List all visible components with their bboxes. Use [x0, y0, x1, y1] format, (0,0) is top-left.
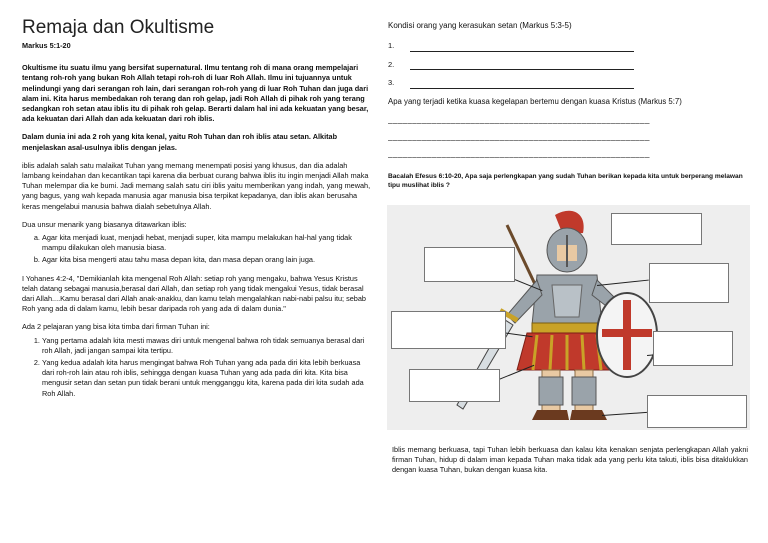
left-column — [22, 18, 374, 407]
lessons-intro: Ada 2 pelajaran yang bisa kita timba dari firman Tuhan ini: — [22, 322, 210, 332]
satan-origin-paragraph: iblis adalah salah satu malaikat Tuhan yang memang menempati posisi yang khusus, dan dia adalah lambang keindahan dan kecantikan tapi karena dia berbuat curang bahwa iblis itu ingin menjadi Allah maka Tuhan melempar dia ke bumi. Jadi memang salah satu ciri iblis yaitu memberikan yang indah, yang mewah, yang bagus, yang wah kepada manusia agar manusia bisa terpikat kepadanya, dan iblis akan berusaha keras mengelabui manusia bahwa dialah sebetulnya Allah. — [22, 160, 371, 211]
label-box[interactable] — [391, 311, 506, 349]
armor-of-god-illustration — [387, 205, 750, 430]
offers-list — [22, 233, 374, 266]
lessons-list — [22, 336, 374, 399]
label-box[interactable] — [409, 369, 500, 402]
offers-intro: Dua unsur menarik yang biasanya ditawarkan iblis: — [22, 219, 187, 229]
label-box[interactable] — [653, 331, 733, 366]
question-possessed: Kondisi orang yang kerasukan setan (Markus 5:3-5) — [388, 21, 572, 30]
two-spirits-paragraph: Dalam dunia ini ada 2 roh yang kita kenal, yaitu Roh Tuhan dan roh iblis atau setan. Alkitab menjelaskan asal-usulnya iblis dengan jelas. — [22, 132, 338, 152]
answer-line-3[interactable] — [388, 78, 748, 89]
label-box[interactable] — [647, 395, 747, 428]
list-item: 1. Yang pertama adalah kita mesti mawas diri untuk mengenal bahwa roh tidak semuanya berasal dari roh Allah, jadi jangan sampai kita tertipu. — [42, 336, 374, 356]
intro-paragraph: Okultisme itu suatu ilmu yang bersifat supernatural. Ilmu tentang roh di mana orang mempelajari tentang roh-roh yang bukan Roh Allah tetapi roh-roh di luar Roh Allah. Ilmu ini tujuannya untuk melindungi yang dari serangan roh lain, dari serangan roh-roh yang di luar Roh Tuhan dan juga dari alam ini. Kita harus membedakan roh terang dan roh gelap, jadi Roh Allah di pihak roh yang terang sedangkan roh setan atau iblis itu di pihak roh gelap. Berarti dalam hal ini ada kekuatan yang besar, ada kekuatan dari Allah dan ada kekuatan dari roh iblis. — [22, 63, 369, 124]
question-darkness: Apa yang terjadi ketika kuasa kegelapan bertemu dengan kuasa Kristus (Markus 5:7) — [388, 96, 682, 106]
label-box[interactable] — [649, 263, 729, 303]
list-item: 2. Yang kedua adalah kita harus mengingat bahwa Roh Tuhan yang ada pada diri kita lebih berkuasa dari roh-roh lain atau roh iblis, sehingga dengan kuasa Tuhan yang ada pada diri kita. Kita bisa mengusir setan dan setan pun tidak berani untuk mengganggu kita, karena pada diri kita sudah ada Roh Allah. — [42, 358, 374, 399]
line-number: 3. — [388, 78, 395, 88]
answer-dash-line[interactable]: ______________________________________________________ — [388, 114, 650, 124]
list-item: b. Agar kita bisa mengerti atau tahu masa depan kita, dan masa depan orang lain juga. — [42, 255, 374, 265]
label-box[interactable] — [611, 213, 702, 245]
answer-line-1[interactable] — [388, 41, 748, 52]
label-box[interactable] — [424, 247, 515, 282]
line-number: 2. — [388, 59, 395, 69]
answer-dash-line[interactable]: ______________________________________________________ — [388, 131, 650, 141]
right-column — [388, 20, 748, 195]
closing-paragraph: Iblis memang berkuasa, tapi Tuhan lebih berkuasa dan kalau kita kenakan senjata perlengkapan Allah yakni firman Tuhan, hidup di dalam iman kepada Tuhan maka tidak ada yang perlu kita takuti, iblis bisa ditaklukkan dengan kuasa Tuhan, bukan dengan kuasa kita. — [392, 445, 748, 475]
list-item: a. Agar kita menjadi kuat, menjadi hebat, menjadi super, kita mampu melakukan hal-hal yang tidak mampu dilakukan oleh manusia biasa. — [42, 233, 374, 253]
scripture-reference: Markus 5:1-20 — [22, 40, 71, 50]
ephesians-question: Bacalah Efesus 6:10-20, Apa saja perlengkapan yang sudah Tuhan berikan kepada kita untuk berperang melawan tipu muslihat iblis ? — [388, 173, 743, 190]
bible-quote: I Yohanes 4:2-4, "Demikianlah kita mengenal Roh Allah: setiap roh yang mengaku, bahwa Yesus Kristus telah datang sebagai manusia,berasal dari Allah, dan setiap roh yang tidak mengakui Yesus, tidak berasal dari Allah....Kamu berasal dari Allah anak-anakku, dan kamu telah mengalahkan nabi-nabi palsu itu; sebab Roh yang ada di dalam kamu, lebih besar daripada roh yang ada di dalam dunia." — [22, 273, 366, 314]
answer-dash-line[interactable]: ______________________________________________________ — [388, 148, 650, 158]
page-title: Remaja dan Okultisme — [22, 17, 215, 38]
answer-line-2[interactable] — [388, 60, 748, 71]
line-number: 1. — [388, 41, 395, 51]
